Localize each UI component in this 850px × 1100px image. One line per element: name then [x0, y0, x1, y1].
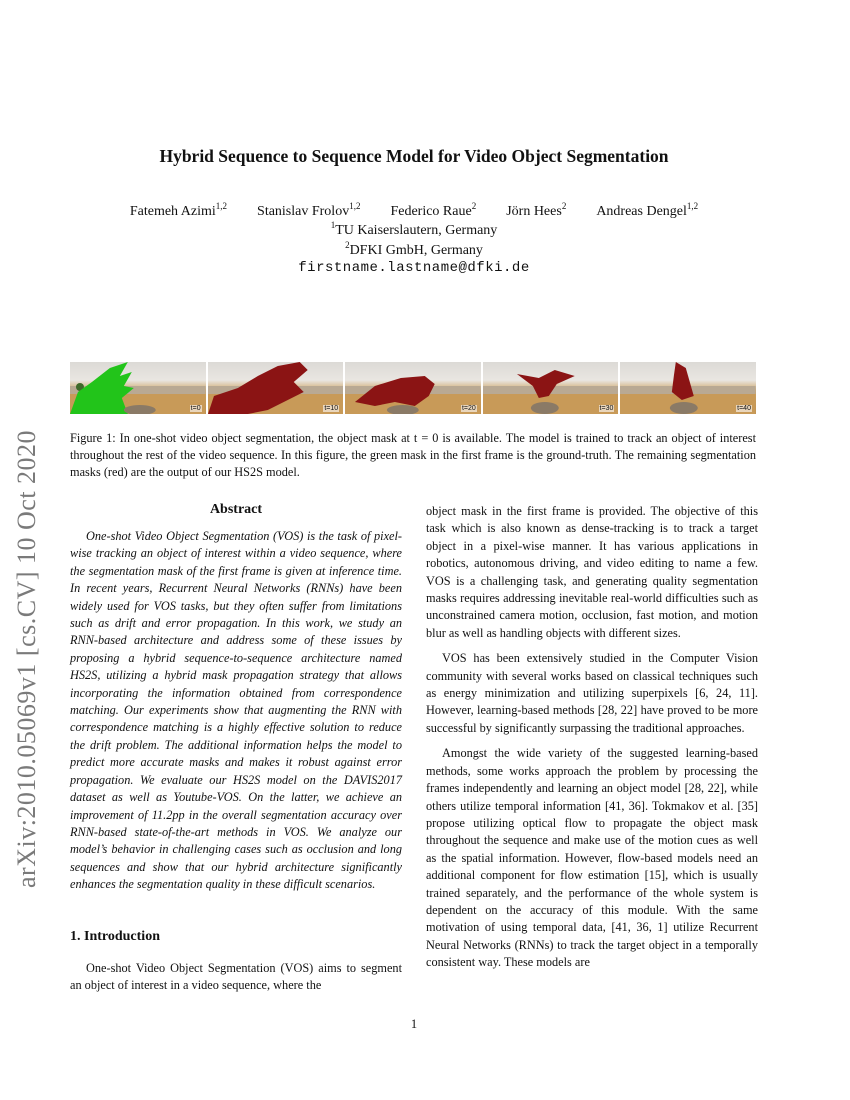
- frame-label: t=10: [324, 405, 339, 412]
- video-frame: [70, 362, 206, 414]
- author: Fatemeh Azimi$^{1,2}$: [129, 201, 228, 219]
- abstract-heading: Abstract: [209, 502, 263, 517]
- author: Jörn Hees$^2$: [506, 201, 567, 219]
- section-heading: 1. Introduction: [70, 929, 160, 944]
- author: Federico Raue$^2$: [390, 201, 477, 219]
- frame-label: t=30: [599, 405, 614, 412]
- figure-1-frames: [70, 362, 756, 414]
- right-column: [426, 503, 758, 980]
- author: Stanislav Frolov$^{1,2}$: [257, 201, 361, 219]
- video-frame: [483, 362, 619, 414]
- page-number: 1: [410, 1017, 418, 1031]
- arxiv-stamp: arXiv:2010.05069v1 [cs.CV] 10 Oct 2020: [12, 429, 41, 888]
- author: Andreas Dengel$^{1,2}$: [596, 201, 699, 219]
- body-paragraph: Amongst the wide variety of the suggested learning-based methods, some works approach the problem by processing the frames independently and learning an object model [28, 22], while others utilize temporal information [41, 36]. Tokmakov et al. [35] propose utilizing optical flow to propagate the object mask throughout the sequence and make use of the motion cues as well as the spatial information. However, flow-based models need an additional component for flow estimation [15], which is usually trained separately, and the performance of the whole system is dependent on the accuracy of this module. With the same motivation of using temporal data, [41, 36, 1] utilize Recurrent Neural Networks (RNNs) to track the target object in a temporally consistent way. These models are: [426, 746, 758, 970]
- video-frame: [208, 362, 344, 414]
- frame-label: t=20: [461, 405, 476, 412]
- author-list: [0, 201, 828, 220]
- email: firstname.lastname@dfki.de: [298, 260, 530, 276]
- video-frame: [620, 362, 756, 414]
- intro-paragraph: One-shot Video Object Segmentation (VOS) aims to segment an object of interest in a video sequence, where the: [70, 961, 402, 993]
- bird-gt-mask: [70, 362, 206, 414]
- figure-caption: Figure 1: In one-shot video object segmentation, the object mask at t = 0 is available. The model is trained to track an object of interest throughout the rest of the video sequence. In this figure, the green mask in the first frame is the ground-truth. The remaining segmentation masks (red) are the output of our HS2S model.: [70, 431, 756, 479]
- body-paragraph: VOS has been extensively studied in the Computer Vision community with several works based on classical techniques such as energy minimization and utilizing superpixels [6, 24, 11]. However, learning-based methods [28, 22] have proved to be more successful by significantly surpassing the traditional approaches.: [426, 651, 758, 735]
- frame-label: t=40: [737, 405, 751, 412]
- frame-label: t=0: [190, 405, 201, 412]
- body-paragraph: object mask in the first frame is provided. The objective of this task which is also known as dense-tracking is to track a target object in a pixel-wise manner. It has various applications in robotics, autonomous driving, and video editing to name a few. VOS is a challenging task, and generating quality segmentation masks requires addressing inevitable real-world difficulties such as unconstrained camera motion, occlusion, fast motion, and motion blur as well as handling objects with different sizes.: [426, 504, 758, 640]
- abstract-text: One-shot Video Object Segmentation (VOS) is the task of pixel-wise tracking an object of interest within a video sequence, where the segmentation mask of the first frame is given at inference time. In recent years, Recurrent Neural Networks (RNNs) have been widely used for VOS tasks, but they often suffer from limitations such as drift and error propagation. In this work, we study an RNN-based architecture and address some of these issues by proposing a hybrid sequence-to-sequence architecture named HS2S, utilizing a hybrid mask propagation strategy that allows incorporating the information obtained from correspondence matching. Our experiments show that augmenting the RNN with correspondence matching is a highly effective solution to reduce the drift problem. The additional information helps the model to predict more accurate masks and makes it robust against error propagation. We evaluate our HS2S model on the DAVIS2017 dataset as well as Youtube-VOS. On the latter, we achieve an improvement of 11.2pp in the overall segmentation accuracy over RNN-based state-of-the-art methods in VOS. We analyze our model’s behavior in challenging cases such as occlusion and long sequences and show that our hybrid architecture significantly enhances the segmentation quality in these difficult scenarios.: [70, 529, 402, 892]
- affiliation: $^1$TU Kaiserslautern, Germany: [330, 220, 498, 238]
- paper-title: Hybrid Sequence to Sequence Model for Video Object Segmentation: [159, 146, 669, 166]
- video-frame: [345, 362, 481, 414]
- affiliation: $^2$DFKI GmbH, Germany: [345, 240, 483, 258]
